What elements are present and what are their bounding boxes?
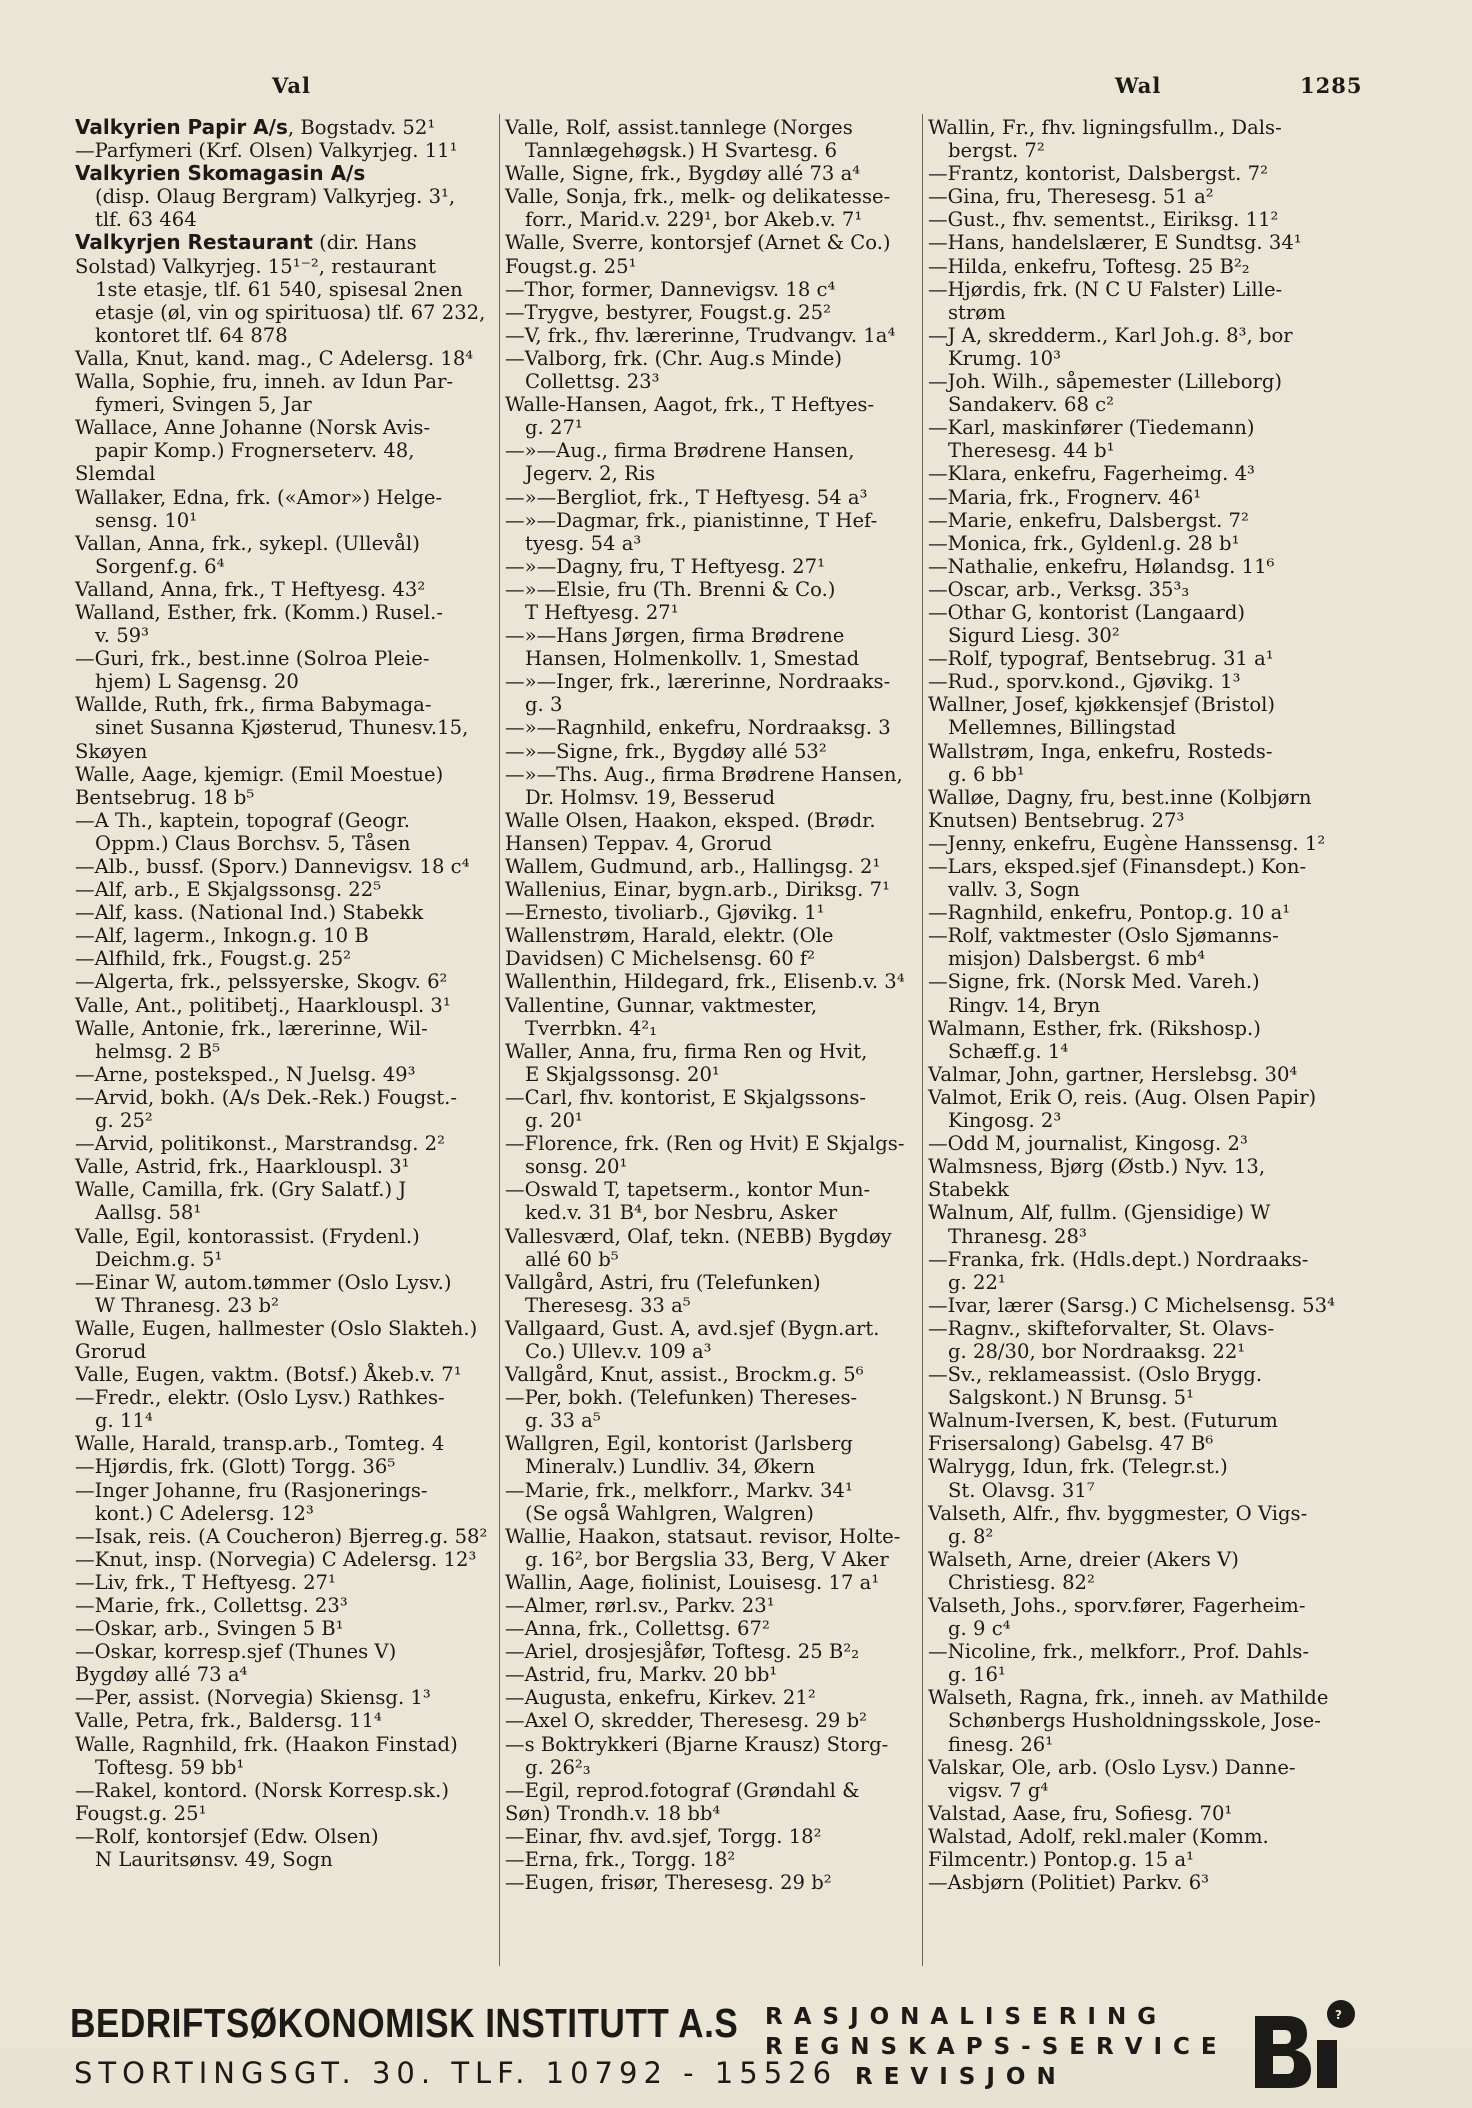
directory-line: —Odd M, journalist, Kingosg. 2³: [928, 1132, 1248, 1156]
directory-line: Sandakerv. 68 c²: [948, 393, 1114, 417]
directory-line: Wallem, Gudmund, arb., Hallingsg. 2¹: [505, 855, 881, 878]
directory-line: Fougst.g. 25¹: [75, 1801, 207, 1825]
directory-line: —Thor, former, Dannevigsv. 18 c⁴: [505, 277, 836, 301]
directory-line: —Alfhild, frk., Fougst.g. 25²: [75, 947, 352, 971]
directory-line: —Frantz, kontorist, Dalsbergst. 7²: [928, 162, 1268, 186]
directory-line: —Hjørdis, frk. (Glott) Torgg. 36⁵: [75, 1455, 396, 1479]
directory-line: —»—Dagny, fru, T Heftyesg. 27¹: [505, 554, 825, 578]
directory-line: vallv. 3, Sogn: [948, 878, 1080, 902]
directory-line: kontoret tlf. 64 878: [95, 323, 288, 347]
directory-line: Walløe, Dagny, fru, best.inne (Kolbjørn: [928, 785, 1312, 809]
directory-line: Valskar, Ole, arb. (Oslo Lysv.) Danne-: [928, 1755, 1296, 1779]
directory-line: 1ste etasje, tlf. 61 540, spisesal 2nen: [95, 277, 463, 301]
directory-line: Walmann, Esther, frk. (Rikshosp.): [928, 1016, 1261, 1040]
directory-line: Wallin, Aage, fiolinist, Louisesg. 17 a¹: [505, 1570, 880, 1594]
directory-line: Aallsg. 58¹: [95, 1201, 202, 1225]
directory-line: Oppm.) Claus Borchsv. 5, Tåsen: [95, 831, 411, 855]
directory-line: Valla, Knut, kand. mag., C Adelersg. 18⁴: [75, 346, 474, 370]
directory-line: —Arvid, bokh. (A/s Dek.-Rek.) Fougst.-: [75, 1085, 458, 1109]
directory-line: —Marie, frk., melkforr., Markv. 34¹: [505, 1478, 853, 1502]
directory-line: —Per, assist. (Norvegia) Skiensg. 1³: [75, 1686, 431, 1710]
directory-line: —Astrid, fru, Markv. 20 bb¹: [505, 1663, 778, 1687]
directory-line: —Florence, frk. (Ren og Hvit) E Skjalgs-: [505, 1132, 905, 1156]
directory-line: —Asbjørn (Politiet) Parkv. 6³: [928, 1871, 1210, 1895]
directory-line: g. 8²: [948, 1524, 994, 1548]
directory-line: Wallaker, Edna, frk. («Amor») Helge-: [75, 485, 443, 509]
directory-line: Thranesg. 28³: [948, 1224, 1087, 1248]
directory-line: —Egil, reprod.fotograf (Grøndahl &: [505, 1778, 860, 1802]
directory-line: —Lars, eksped.sjef (Finansdept.) Kon-: [928, 855, 1307, 878]
directory-line: —Arne, posteksped., N Juelsg. 49³: [75, 1062, 416, 1086]
directory-line: Deichm.g. 5¹: [95, 1247, 223, 1271]
ad-service-2: REGNSKAPS-SERVICE: [765, 2034, 1228, 2060]
directory-line: —Alb., bussf. (Sporv.) Dannevigsv. 18 c⁴: [75, 855, 470, 878]
directory-line: Theresesg. 44 b¹: [948, 439, 1115, 463]
directory-line: —»—Ths. Aug., firma Brødrene Hansen,: [505, 762, 903, 786]
directory-line: g. 26²₃: [525, 1755, 591, 1779]
directory-line: g. 20¹: [525, 1109, 583, 1133]
directory-line: —J A, skredderm., Karl Joh.g. 8³, bor: [928, 323, 1293, 347]
directory-line: Walrygg, Idun, frk. (Telegr.st.): [928, 1455, 1228, 1479]
directory-column-2: [505, 116, 920, 1894]
directory-line: forr., Marid.v. 229¹, bor Akeb.v. 7¹: [525, 208, 863, 232]
directory-line: —»—Aug., firma Brødrene Hansen,: [505, 439, 855, 463]
running-head-right: Wal: [1115, 73, 1162, 98]
page-number: 1285: [1300, 73, 1363, 98]
directory-line: Collettsg. 23³: [525, 370, 660, 394]
directory-line: Valseth, Johs., sporv.fører, Fagerheim-: [928, 1594, 1306, 1617]
directory-line: Valle, Rolf, assist.tannlege (Norges: [505, 116, 853, 139]
directory-line: —Marie, enkefru, Dalsbergst. 7²: [928, 508, 1249, 532]
directory-line: Valkyrien Skomagasin A/s: [75, 161, 366, 186]
directory-line: g. 3: [525, 693, 563, 717]
directory-line: etasje (øl, vin og spirituosa) tlf. 67 232,: [95, 300, 486, 324]
directory-line: Bentsebrug. 18 b⁵: [75, 785, 255, 809]
directory-line: Walland, Esther, frk. (Komm.) Rusel.-: [75, 600, 443, 624]
directory-line: Grorud: [75, 1339, 147, 1363]
directory-line: Walle, Sverre, kontorsjef (Arnet & Co.): [505, 231, 891, 255]
directory-line: Valle, Sonja, frk., melk- og delikatesse-: [505, 185, 891, 209]
directory-column-3: [928, 116, 1353, 1894]
directory-line: Toftesg. 59 bb¹: [95, 1755, 245, 1779]
column-rule-1: [499, 114, 500, 1966]
directory-line: Valle, Petra, frk., Baldersg. 11⁴: [75, 1709, 382, 1733]
directory-line: Wallner, Josef, kjøkkensjef (Bristol): [928, 693, 1276, 717]
directory-line: —Per, bokh. (Telefunken) Thereses-: [505, 1386, 858, 1410]
directory-line: Wallstrøm, Inga, enkefru, Rosteds-: [928, 739, 1273, 763]
directory-line: tlf. 63 464: [95, 208, 197, 232]
directory-line: —Oswald T, tapetserm., kontor Mun-: [505, 1178, 871, 1202]
directory-line: —Maria, frk., Frognerv. 46¹: [928, 485, 1202, 509]
directory-line: Kingosg. 2³: [948, 1109, 1062, 1133]
directory-line: Valkyrjen Restaurant (dir. Hans: [75, 230, 417, 255]
directory-line: —Guri, frk., best.inne (Solroa Pleie-: [75, 647, 430, 671]
directory-line: Fougst.g. 25¹: [505, 254, 637, 278]
directory-line: Walle, Signe, frk., Bygdøy allé 73 a⁴: [505, 162, 861, 186]
directory-line: —Hilda, enkefru, Toftesg. 25 B²₂: [928, 254, 1250, 278]
directory-line: Hansen) Teppav. 4, Grorud: [505, 831, 772, 855]
directory-line: —A Th., kaptein, topograf (Geogr.: [75, 808, 411, 832]
directory-line: Wallgren, Egil, kontorist (Jarlsberg: [505, 1432, 853, 1456]
directory-line: Walle, Ragnhild, frk. (Haakon Finstad): [75, 1732, 458, 1756]
ad-address: STORTINGSGT. 30. TLF. 10792 - 15526: [74, 2056, 838, 2090]
directory-line: —Marie, frk., Collettsg. 23³: [75, 1594, 348, 1617]
directory-line: Valle, Eugen, vaktm. (Botsf.) Åkeb.v. 7¹: [75, 1363, 462, 1387]
directory-line: Valmar, John, gartner, Herslebsg. 30⁴: [928, 1062, 1298, 1086]
directory-line: v. 59³: [95, 624, 149, 648]
directory-line: —Hans, handelslærer, E Sundtsg. 34¹: [928, 231, 1302, 255]
directory-line: —Axel O, skredder, Theresesg. 29 b²: [505, 1709, 868, 1733]
directory-line: —Oskar, arb., Svingen 5 B¹: [75, 1617, 344, 1641]
directory-line: Valle, Egil, kontorassist. (Frydenl.): [75, 1224, 420, 1248]
directory-line: helmsg. 2 B⁵: [95, 1039, 221, 1063]
directory-line: —Jenny, enkefru, Eugène Hanssensg. 1²: [928, 831, 1326, 855]
directory-line: papir Komp.) Frognerseterv. 48,: [95, 439, 415, 463]
directory-line: Solstad) Valkyrjeg. 15¹⁻², restaurant: [75, 254, 436, 278]
directory-line: —Arvid, politikonst., Marstrandsg. 2²: [75, 1132, 445, 1156]
directory-line: N Lauritsønsv. 49, Sogn: [95, 1848, 333, 1872]
directory-line: Schæff.g. 1⁴: [948, 1039, 1069, 1063]
directory-line: —V, frk., fhv. lærerinne, Trudvangv. 1a⁴: [505, 323, 896, 347]
directory-line: —»—Hans Jørgen, firma Brødrene: [505, 624, 845, 648]
directory-line: —Ragnv., skifteforvalter, St. Olavs-: [928, 1316, 1275, 1340]
directory-line: Walnum, Alf, fullm. (Gjensidige) W: [928, 1201, 1271, 1225]
directory-line: g. 16², bor Bergslia 33, Berg, V Aker: [525, 1547, 889, 1571]
directory-line: g. 28/30, bor Nordraaksg. 22¹: [948, 1339, 1246, 1363]
directory-line: —Knut, insp. (Norvegia) C Adelersg. 12³: [75, 1547, 477, 1571]
directory-line: g. 27¹: [525, 416, 583, 440]
directory-line: —Gina, fru, Theresesg. 51 a²: [928, 185, 1214, 209]
directory-line: —»—Elsie, fru (Th. Brenni & Co.): [505, 577, 836, 601]
ad-service-3: REVISJON: [855, 2064, 1067, 2090]
directory-line: —Augusta, enkefru, Kirkev. 21²: [505, 1686, 816, 1710]
directory-line: (disp. Olaug Bergram) Valkyrjeg. 3¹,: [95, 185, 456, 209]
directory-line: allé 60 b⁵: [525, 1247, 619, 1271]
directory-line: —»—Inger, frk., lærerinne, Nordraaks-: [505, 670, 891, 694]
directory-line: —Ivar, lærer (Sarsg.) C Michelsensg. 53⁴: [928, 1293, 1335, 1317]
directory-line: Valkyrien Papir A/s, Bogstadv. 52¹: [75, 115, 436, 139]
directory-line: Christiesg. 82²: [948, 1570, 1095, 1594]
directory-line: —Oskar, korresp.sjef (Thunes V): [75, 1640, 397, 1664]
directory-line: Sorgenf.g. 6⁴: [95, 554, 225, 578]
directory-line: —Trygve, bestyrer, Fougst.g. 25²: [505, 300, 831, 324]
directory-line: sonsg. 20¹: [525, 1155, 628, 1179]
directory-line: sensg. 10¹: [95, 508, 198, 532]
directory-line: —Sv., reklameassist. (Oslo Brygg.: [928, 1363, 1263, 1387]
directory-line: E Skjalgssonsg. 20¹: [525, 1062, 720, 1086]
directory-line: Walstad, Adolf, rekl.maler (Komm.: [928, 1824, 1269, 1848]
advertisement: [70, 2000, 1410, 2100]
directory-line: Valmot, Erik O, reis. (Aug. Olsen Papir): [928, 1085, 1317, 1109]
directory-line: Walle, Camilla, frk. (Gry Salatf.) J: [75, 1178, 407, 1202]
column-rule-2: [922, 114, 923, 1966]
directory-line: —Inger Johanne, fru (Rasjonerings-: [75, 1478, 428, 1502]
directory-line: —Oscar, arb., Verksg. 35³₃: [928, 577, 1190, 601]
directory-line: —Rolf, kontorsjef (Edw. Olsen): [75, 1824, 379, 1848]
directory-line: Davidsen) C Michelsensg. 60 f²: [505, 947, 816, 971]
directory-line: —Parfymeri (Krf. Olsen) Valkyrjeg. 11¹: [75, 139, 458, 163]
directory-line: Salgskont.) N Brunsg. 5¹: [948, 1386, 1194, 1410]
directory-line: —Alf, kass. (National Ind.) Stabekk: [75, 901, 424, 925]
directory-line: —Rolf, typograf, Bentsebrug. 31 a¹: [928, 647, 1274, 671]
ad-company-name: BEDRIFTSØKONOMISK INSTITUTT A.S: [70, 2000, 739, 2046]
directory-line: —Signe, frk. (Norsk Med. Vareh.): [928, 970, 1260, 994]
directory-line: Walseth, Ragna, frk., inneh. av Mathilde: [928, 1686, 1329, 1710]
directory-line: Valle, Astrid, frk., Haarklouspl. 3¹: [75, 1155, 410, 1179]
directory-line: Waller, Anna, fru, firma Ren og Hvit,: [505, 1039, 868, 1063]
directory-line: Walle, Antonie, frk., lærerinne, Wil-: [75, 1016, 428, 1040]
directory-line: Skøyen: [75, 739, 148, 763]
directory-line: hjem) L Sagensg. 20: [95, 670, 299, 694]
directory-line: Theresesg. 33 a⁵: [525, 1293, 691, 1317]
directory-line: Walle Olsen, Haakon, eksped. (Brødr.: [505, 808, 876, 832]
directory-line: Wallin, Fr., fhv. ligningsfullm., Dals-: [928, 116, 1282, 139]
directory-line: Wallenius, Einar, bygn.arb., Diriksg. 7¹: [505, 878, 890, 902]
directory-line: Frisersalong) Gabelsg. 47 B⁶: [928, 1432, 1214, 1456]
running-head-left: Val: [272, 73, 311, 98]
directory-line: Vallgård, Astri, fru (Telefunken): [505, 1270, 821, 1294]
directory-line: Valstad, Aase, fru, Sofiesg. 70¹: [928, 1801, 1233, 1825]
directory-line: g. 16¹: [948, 1663, 1006, 1687]
directory-line: Wallenstrøm, Harald, elektr. (Ole: [505, 924, 834, 948]
directory-line: Krumg. 10³: [948, 346, 1061, 370]
directory-line: tyesg. 54 a³: [525, 531, 642, 555]
directory-line: —Gust., fhv. sementst., Eiriksg. 11²: [928, 208, 1279, 232]
directory-line: Vallgaard, Gust. A, avd.sjef (Bygn.art.: [505, 1316, 880, 1340]
directory-line: —Rakel, kontord. (Norsk Korresp.sk.): [75, 1778, 449, 1802]
directory-line: —Einar, fhv. avd.sjef, Torgg. 18²: [505, 1824, 822, 1848]
directory-line: —Valborg, frk. (Chr. Aug.s Minde): [505, 346, 843, 370]
directory-line: —Nicoline, frk., melkforr., Prof. Dahls-: [928, 1640, 1310, 1664]
directory-line: —»—Bergliot, frk., T Heftyesg. 54 a³: [505, 485, 868, 509]
svg-text:?: ?: [1335, 2008, 1342, 2022]
directory-line: St. Olavsg. 31⁷: [948, 1478, 1095, 1502]
directory-line: —s Boktrykkeri (Bjarne Krausz) Storg-: [505, 1732, 889, 1756]
directory-line: —Alf, arb., E Skjalgssonsg. 22⁵: [75, 878, 382, 902]
directory-line: Stabekk: [928, 1178, 1009, 1202]
directory-line: —Joh. Wilh., såpemester (Lilleborg): [928, 370, 1283, 394]
directory-column-1: [75, 116, 495, 1871]
directory-line: —Monica, frk., Gyldenl.g. 28 b¹: [928, 531, 1240, 555]
directory-line: Vallgård, Knut, assist., Brockm.g. 5⁶: [505, 1363, 864, 1387]
directory-line: —Karl, maskinfører (Tiedemann): [928, 416, 1255, 440]
directory-line: —Almer, rørl.sv., Parkv. 23¹: [505, 1594, 775, 1617]
directory-line: Ringv. 14, Bryn: [948, 993, 1101, 1017]
directory-line: Schønbergs Husholdningsskole, Jose-: [948, 1709, 1321, 1733]
directory-line: —Einar W, autom.tømmer (Oslo Lysv.): [75, 1270, 452, 1294]
directory-line: Walle-Hansen, Aagot, frk., T Heftyes-: [505, 393, 875, 417]
directory-line: Walla, Sophie, fru, inneh. av Idun Par-: [75, 370, 454, 394]
directory-line: vigsv. 7 g⁴: [948, 1778, 1049, 1802]
directory-line: Bygdøy allé 73 a⁴: [75, 1663, 248, 1687]
directory-line: Tannlægehøgsk.) H Svartesg. 6: [525, 139, 838, 163]
directory-line: —Ariel, drosjesjåfør, Toftesg. 25 B²₂: [505, 1640, 860, 1664]
directory-line: Valseth, Alfr., fhv. byggmester, O Vigs-: [928, 1501, 1308, 1525]
directory-line: g. 22¹: [948, 1270, 1006, 1294]
directory-line: —Carl, fhv. kontorist, E Skjalgssons-: [505, 1085, 867, 1109]
directory-line: g. 6 bb¹: [948, 762, 1025, 786]
directory-line: —Rolf, vaktmester (Oslo Sjømanns-: [928, 924, 1279, 948]
directory-line: Walseth, Arne, dreier (Akers V): [928, 1547, 1239, 1571]
directory-line: Hansen, Holmenkollv. 1, Smestad: [525, 647, 860, 671]
directory-line: Walnum-Iversen, K, best. (Futurum: [928, 1409, 1278, 1433]
directory-line: Filmcentr.) Pontop.g. 15 a¹: [928, 1848, 1195, 1872]
directory-line: Slemdal: [75, 462, 156, 486]
directory-line: Wallace, Anne Johanne (Norsk Avis-: [75, 416, 431, 440]
directory-line: (Se også Wahlgren, Walgren): [525, 1501, 814, 1525]
directory-line: —Othar G, kontorist (Langaard): [928, 600, 1246, 624]
directory-line: fymeri, Svingen 5, Jar: [95, 393, 312, 417]
directory-line: g. 11⁴: [95, 1409, 153, 1433]
directory-line: —Nathalie, enkefru, Hølandsg. 11⁶: [928, 554, 1275, 578]
directory-line: finesg. 26¹: [948, 1732, 1054, 1756]
directory-line: —Isak, reis. (A Coucheron) Bjerreg.g. 58²: [75, 1524, 488, 1548]
directory-line: g. 9 c⁴: [948, 1617, 1011, 1641]
directory-line: Walle, Harald, transp.arb., Tomteg. 4: [75, 1432, 445, 1456]
directory-line: —Liv, frk., T Heftyesg. 27¹: [75, 1570, 336, 1594]
directory-line: Wallie, Haakon, statsaut. revisor, Holte-: [505, 1524, 901, 1548]
directory-line: strøm: [948, 300, 1006, 324]
directory-line: Co.) Ullev.v. 109 a³: [525, 1339, 712, 1363]
directory-line: —Rud., sporv.kond., Gjøvikg. 1³: [928, 670, 1241, 694]
directory-line: Vallesværd, Olaf, tekn. (NEBB) Bygdøy: [505, 1224, 892, 1248]
directory-line: Vallan, Anna, frk., sykepl. (Ullevål): [75, 531, 420, 555]
directory-line: Wallenthin, Hildegard, frk., Elisenb.v. 3⁴: [505, 970, 905, 994]
directory-line: —Klara, enkefru, Fagerheimg. 4³: [928, 462, 1255, 486]
directory-line: Sigurd Liesg. 30²: [948, 624, 1120, 648]
directory-line: —»—Signe, frk., Bygdøy allé 53²: [505, 739, 827, 763]
directory-line: Mellemnes, Billingstad: [948, 716, 1176, 740]
directory-line: kont.) C Adelersg. 12³: [95, 1501, 314, 1525]
directory-line: —Franka, frk. (Hdls.dept.) Nordraaks-: [928, 1247, 1309, 1271]
directory-line: —Anna, frk., Collettsg. 67²: [505, 1617, 770, 1641]
directory-line: bergst. 7²: [948, 139, 1045, 163]
directory-line: sinet Susanna Kjøsterud, Thunesv.15,: [95, 716, 469, 740]
bi-logo: [1245, 1996, 1365, 2108]
directory-line: Wallde, Ruth, frk., firma Babymaga-: [75, 693, 432, 717]
directory-line: misjon) Dalsbergst. 6 mb⁴: [948, 947, 1206, 971]
ad-service-1: RASJONALISERING: [765, 2004, 1168, 2030]
directory-line: —»—Dagmar, frk., pianistinne, T Hef-: [505, 508, 878, 532]
directory-line: —Eugen, frisør, Theresesg. 29 b²: [505, 1871, 832, 1895]
directory-line: Dr. Holmsv. 19, Besserud: [525, 785, 775, 809]
directory-line: g. 33 a⁵: [525, 1409, 601, 1433]
directory-line: —Fredr., elektr. (Oslo Lysv.) Rathkes-: [75, 1386, 445, 1410]
directory-line: —Ernesto, tivoliarb., Gjøvikg. 1¹: [505, 901, 825, 925]
directory-line: —Erna, frk., Torgg. 18²: [505, 1848, 736, 1872]
directory-line: Jegerv. 2, Ris: [525, 462, 656, 486]
directory-line: ked.v. 31 B⁴, bor Nesbru, Asker: [525, 1201, 838, 1225]
directory-line: Walmsness, Bjørg (Østb.) Nyv. 13,: [928, 1155, 1266, 1179]
directory-line: Søn) Trondh.v. 18 bb⁴: [505, 1801, 721, 1825]
directory-line: Walle, Eugen, hallmester (Oslo Slakteh.): [75, 1316, 478, 1340]
directory-line: Mineralv.) Lundliv. 34, Økern: [525, 1455, 816, 1479]
directory-line: —Hjørdis, frk. (N C U Falster) Lille-: [928, 277, 1283, 301]
directory-line: Vallentine, Gunnar, vaktmester,: [505, 993, 818, 1017]
directory-line: Knutsen) Bentsebrug. 27³: [928, 808, 1185, 832]
directory-line: W Thranesg. 23 b²: [95, 1293, 279, 1317]
directory-line: —Ragnhild, enkefru, Pontop.g. 10 a¹: [928, 901, 1291, 925]
directory-line: T Heftyesg. 27¹: [525, 600, 679, 624]
directory-line: g. 25²: [95, 1109, 153, 1133]
directory-line: Valland, Anna, frk., T Heftyesg. 43²: [75, 577, 426, 601]
directory-line: —Algerta, frk., pelssyerske, Skogv. 6²: [75, 970, 448, 994]
directory-line: Tverrbkn. 4²₁: [525, 1016, 658, 1040]
directory-line: —»—Ragnhild, enkefru, Nordraaksg. 3: [505, 716, 891, 740]
directory-line: Valle, Ant., politibetj., Haarklouspl. 3¹: [75, 993, 451, 1017]
directory-line: —Alf, lagerm., Inkogn.g. 10 B: [75, 924, 369, 948]
directory-line: Walle, Aage, kjemigr. (Emil Moestue): [75, 762, 444, 786]
